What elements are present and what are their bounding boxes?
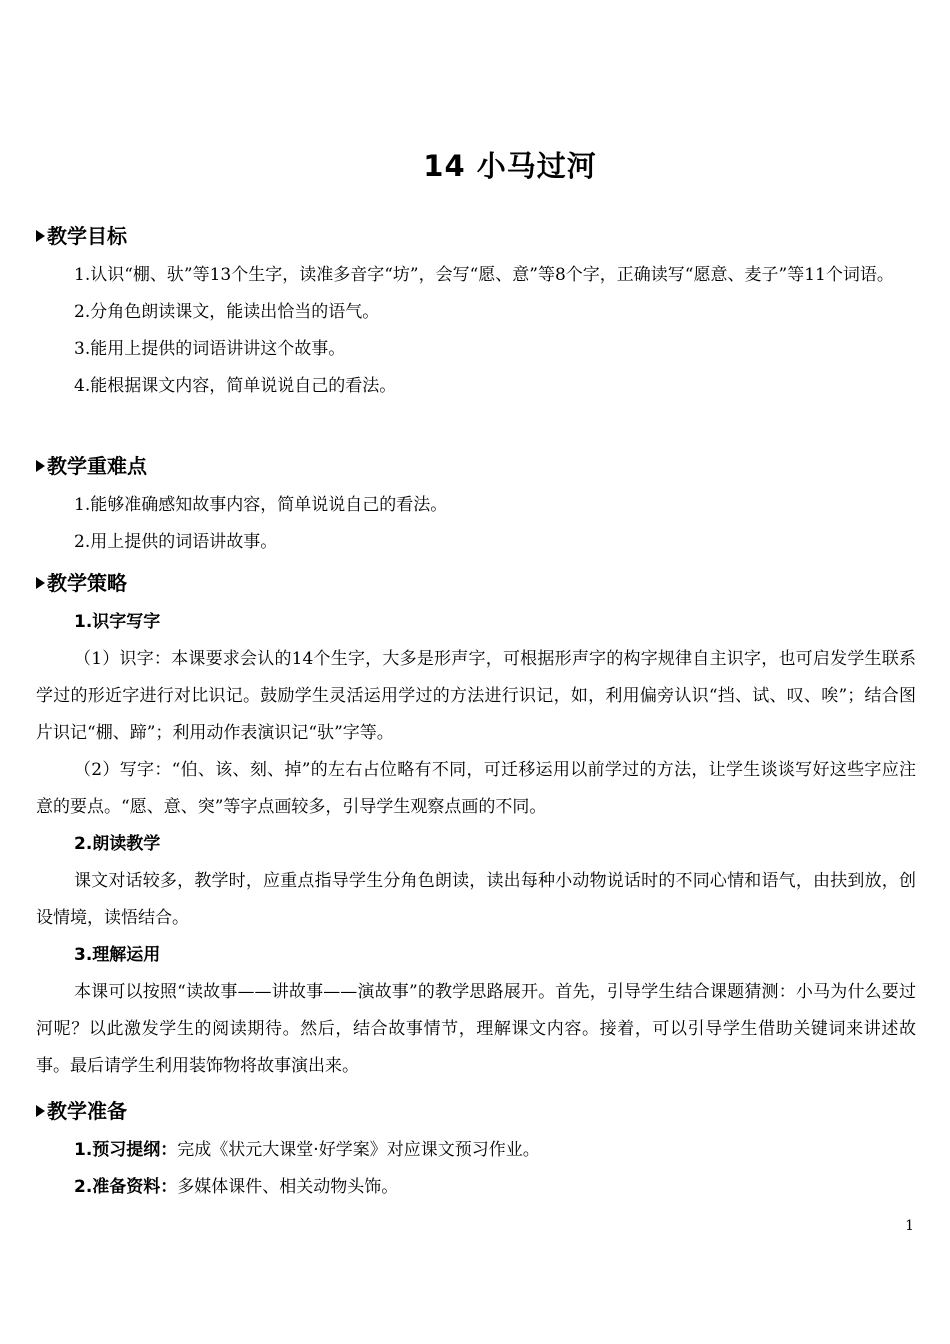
prep-item bbox=[36, 1132, 916, 1169]
section-heading bbox=[36, 568, 916, 598]
section-heading-text: 教学重难点 bbox=[47, 454, 147, 478]
page-number: 1 bbox=[905, 1218, 914, 1234]
triangle-bullet-icon bbox=[36, 1105, 45, 1117]
goal-item: 1.认识“棚、驮”等13个生字，读准多音字“坊”，会写“愿、意”等8个字，正确读写“愿意、麦子”等11个词语。 bbox=[74, 265, 894, 285]
section-teaching-goals bbox=[36, 221, 916, 405]
prep-item-text: 多媒体课件、相关动物头饰。 bbox=[177, 1177, 399, 1197]
section-key-points bbox=[36, 451, 916, 561]
paragraph: （2）写字：“伯、该、刻、掉”的左右占位略有不同，可迁移运用以前学过的方法，让学生谈谈写好这些字应注意的要点。“愿、意、突”等字点画较多，引导学生观察点画的不同。 bbox=[36, 760, 916, 817]
prep-item-label: 2.准备资料： bbox=[74, 1177, 178, 1197]
section-teaching-preparation bbox=[36, 1096, 916, 1206]
section-heading bbox=[36, 451, 916, 481]
triangle-bullet-icon bbox=[36, 230, 45, 242]
paragraph: 本课可以按照“读故事——讲故事——演故事”的教学思路展开。首先，引导学生结合课题猜测：小马为什么要过河呢？以此激发学生的阅读期待。然后，结合故事情节，理解课文内容。接着，可以引导学生借助关键词来讲述故事。最后请学生利用装饰物将故事演出来。 bbox=[36, 982, 916, 1076]
goal-item: 2.分角色朗读课文，能读出恰当的语气。 bbox=[74, 302, 380, 322]
section-heading bbox=[36, 221, 916, 251]
prep-item bbox=[36, 1169, 916, 1206]
goal-item: 4.能根据课文内容，简单说说自己的看法。 bbox=[74, 376, 397, 396]
section-heading bbox=[36, 1096, 916, 1126]
keypoint-item: 1.能够准确感知故事内容，简单说说自己的看法。 bbox=[74, 495, 448, 515]
prep-item-text: 完成《状元大课堂·好学案》对应课文预习作业。 bbox=[177, 1140, 540, 1160]
goal-item: 3.能用上提供的词语讲讲这个故事。 bbox=[74, 339, 346, 359]
section-heading-text: 教学准备 bbox=[47, 1099, 127, 1123]
section-heading-text: 教学策略 bbox=[47, 571, 127, 595]
prep-item-label: 1.预习提纲： bbox=[74, 1140, 178, 1160]
triangle-bullet-icon bbox=[36, 577, 45, 589]
subsection-heading: 3.理解运用 bbox=[74, 945, 161, 965]
keypoint-item: 2.用上提供的词语讲故事。 bbox=[74, 532, 278, 552]
paragraph: 课文对话较多，教学时，应重点指导学生分角色朗读，读出每种小动物说话时的不同心情和语气，由扶到放，创设情境，读悟结合。 bbox=[36, 871, 916, 928]
page-title: 14 小马过河 bbox=[423, 149, 597, 183]
paragraph: （1）识字：本课要求会认的14个生字，大多是形声字，可根据形声字的构字规律自主识字，也可启发学生联系学过的形近字进行对比识记。鼓励学生灵活运用学过的方法进行识记，如，利用偏旁认识“挡、试、叹、唉”；结合图片识记“棚、蹄”；利用动作表演识记“驮”字等。 bbox=[36, 649, 916, 743]
subsection-heading: 2.朗读教学 bbox=[74, 834, 161, 854]
section-teaching-strategy bbox=[36, 568, 916, 1085]
subsection-heading: 1.识字写字 bbox=[74, 612, 161, 632]
section-heading-text: 教学目标 bbox=[47, 224, 127, 248]
triangle-bullet-icon bbox=[36, 460, 45, 472]
